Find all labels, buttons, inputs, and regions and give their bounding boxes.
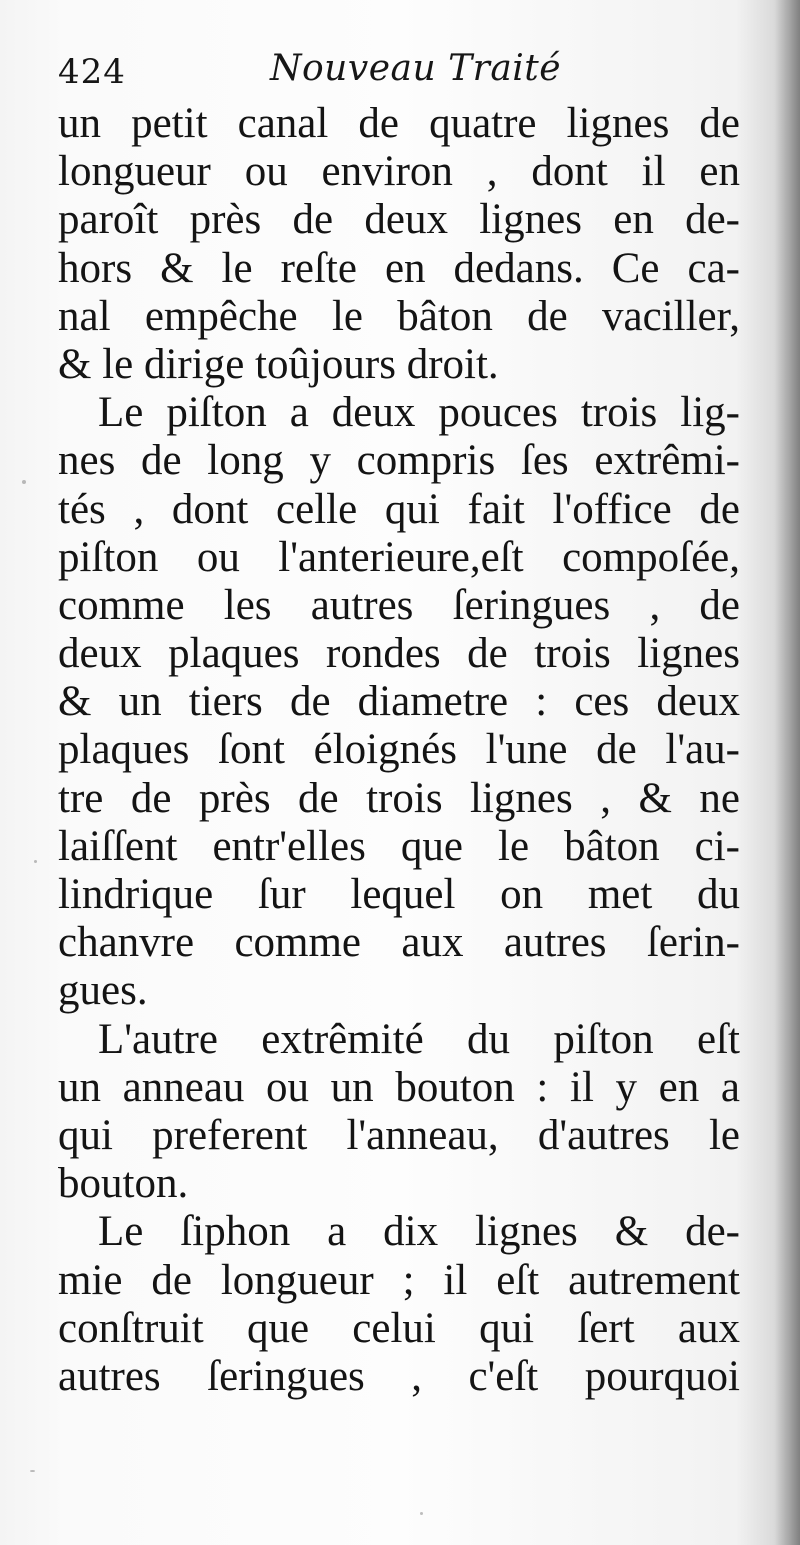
- text-line: piſton ou l'anterieure,eſt compoſée,: [58, 533, 740, 581]
- paper-speck: [420, 1512, 423, 1515]
- text-line: gues.: [58, 967, 148, 1015]
- text-line: mie de longueur ; il eſt autrement: [58, 1256, 740, 1304]
- paragraph-start-line: L'autre extrêmité du piſton eſt: [98, 1015, 740, 1063]
- text-line: tre de près de trois lignes , & ne: [58, 774, 740, 822]
- text-line: un anneau ou un bouton : il y en a: [58, 1063, 740, 1111]
- page-edge-shadow: [774, 0, 800, 1545]
- paragraph-start-line: Le ſiphon a dix lignes & de-: [98, 1208, 740, 1256]
- text-line: plaques ſont éloignés l'une de l'au-: [58, 726, 740, 774]
- text-line: nes de long y compris ſes extrêmi-: [58, 437, 740, 485]
- paper-speck: [30, 1470, 35, 1472]
- body-text: [58, 100, 740, 1401]
- text-line: tés , dont celle qui fait l'office de: [58, 485, 740, 533]
- text-line: conſtruit que celui qui ſert aux: [58, 1304, 740, 1352]
- text-line: & le dirige toûjours droit.: [58, 340, 499, 388]
- text-line: chanvre comme aux autres ſerin-: [58, 919, 740, 967]
- text-line: lindrique ſur lequel on met du: [58, 871, 740, 918]
- text-line: nal empêche le bâton de vaciller,: [58, 292, 740, 340]
- page-header: [58, 48, 748, 100]
- running-head: Nouveau Traité: [270, 48, 562, 89]
- paper-speck: [34, 860, 37, 863]
- text-line: un petit canal de quatre lignes de: [58, 100, 740, 147]
- text-line: deux plaques rondes de trois lignes: [58, 630, 740, 678]
- text-line: comme les autres ſeringues , de: [58, 581, 740, 629]
- text-line: hors & le reſte en dedans. Ce ca-: [58, 244, 740, 292]
- page-number: 424: [58, 52, 126, 92]
- text-line: qui preferent l'anneau, d'autres le: [58, 1111, 740, 1159]
- paper-speck: [22, 480, 26, 484]
- text-line: & un tiers de diametre : ces deux: [58, 678, 740, 726]
- paragraph-start-line: Le piſton a deux pouces trois lig-: [98, 389, 740, 437]
- text-line: laiſſent entr'elles que le bâton ci-: [58, 822, 740, 870]
- text-line: autres ſeringues , c'eſt pourquoi: [58, 1352, 740, 1400]
- text-line: paroît près de deux lignes en de-: [58, 196, 740, 244]
- text-line: longueur ou environ , dont il en: [58, 148, 740, 196]
- text-line: bouton.: [58, 1160, 189, 1208]
